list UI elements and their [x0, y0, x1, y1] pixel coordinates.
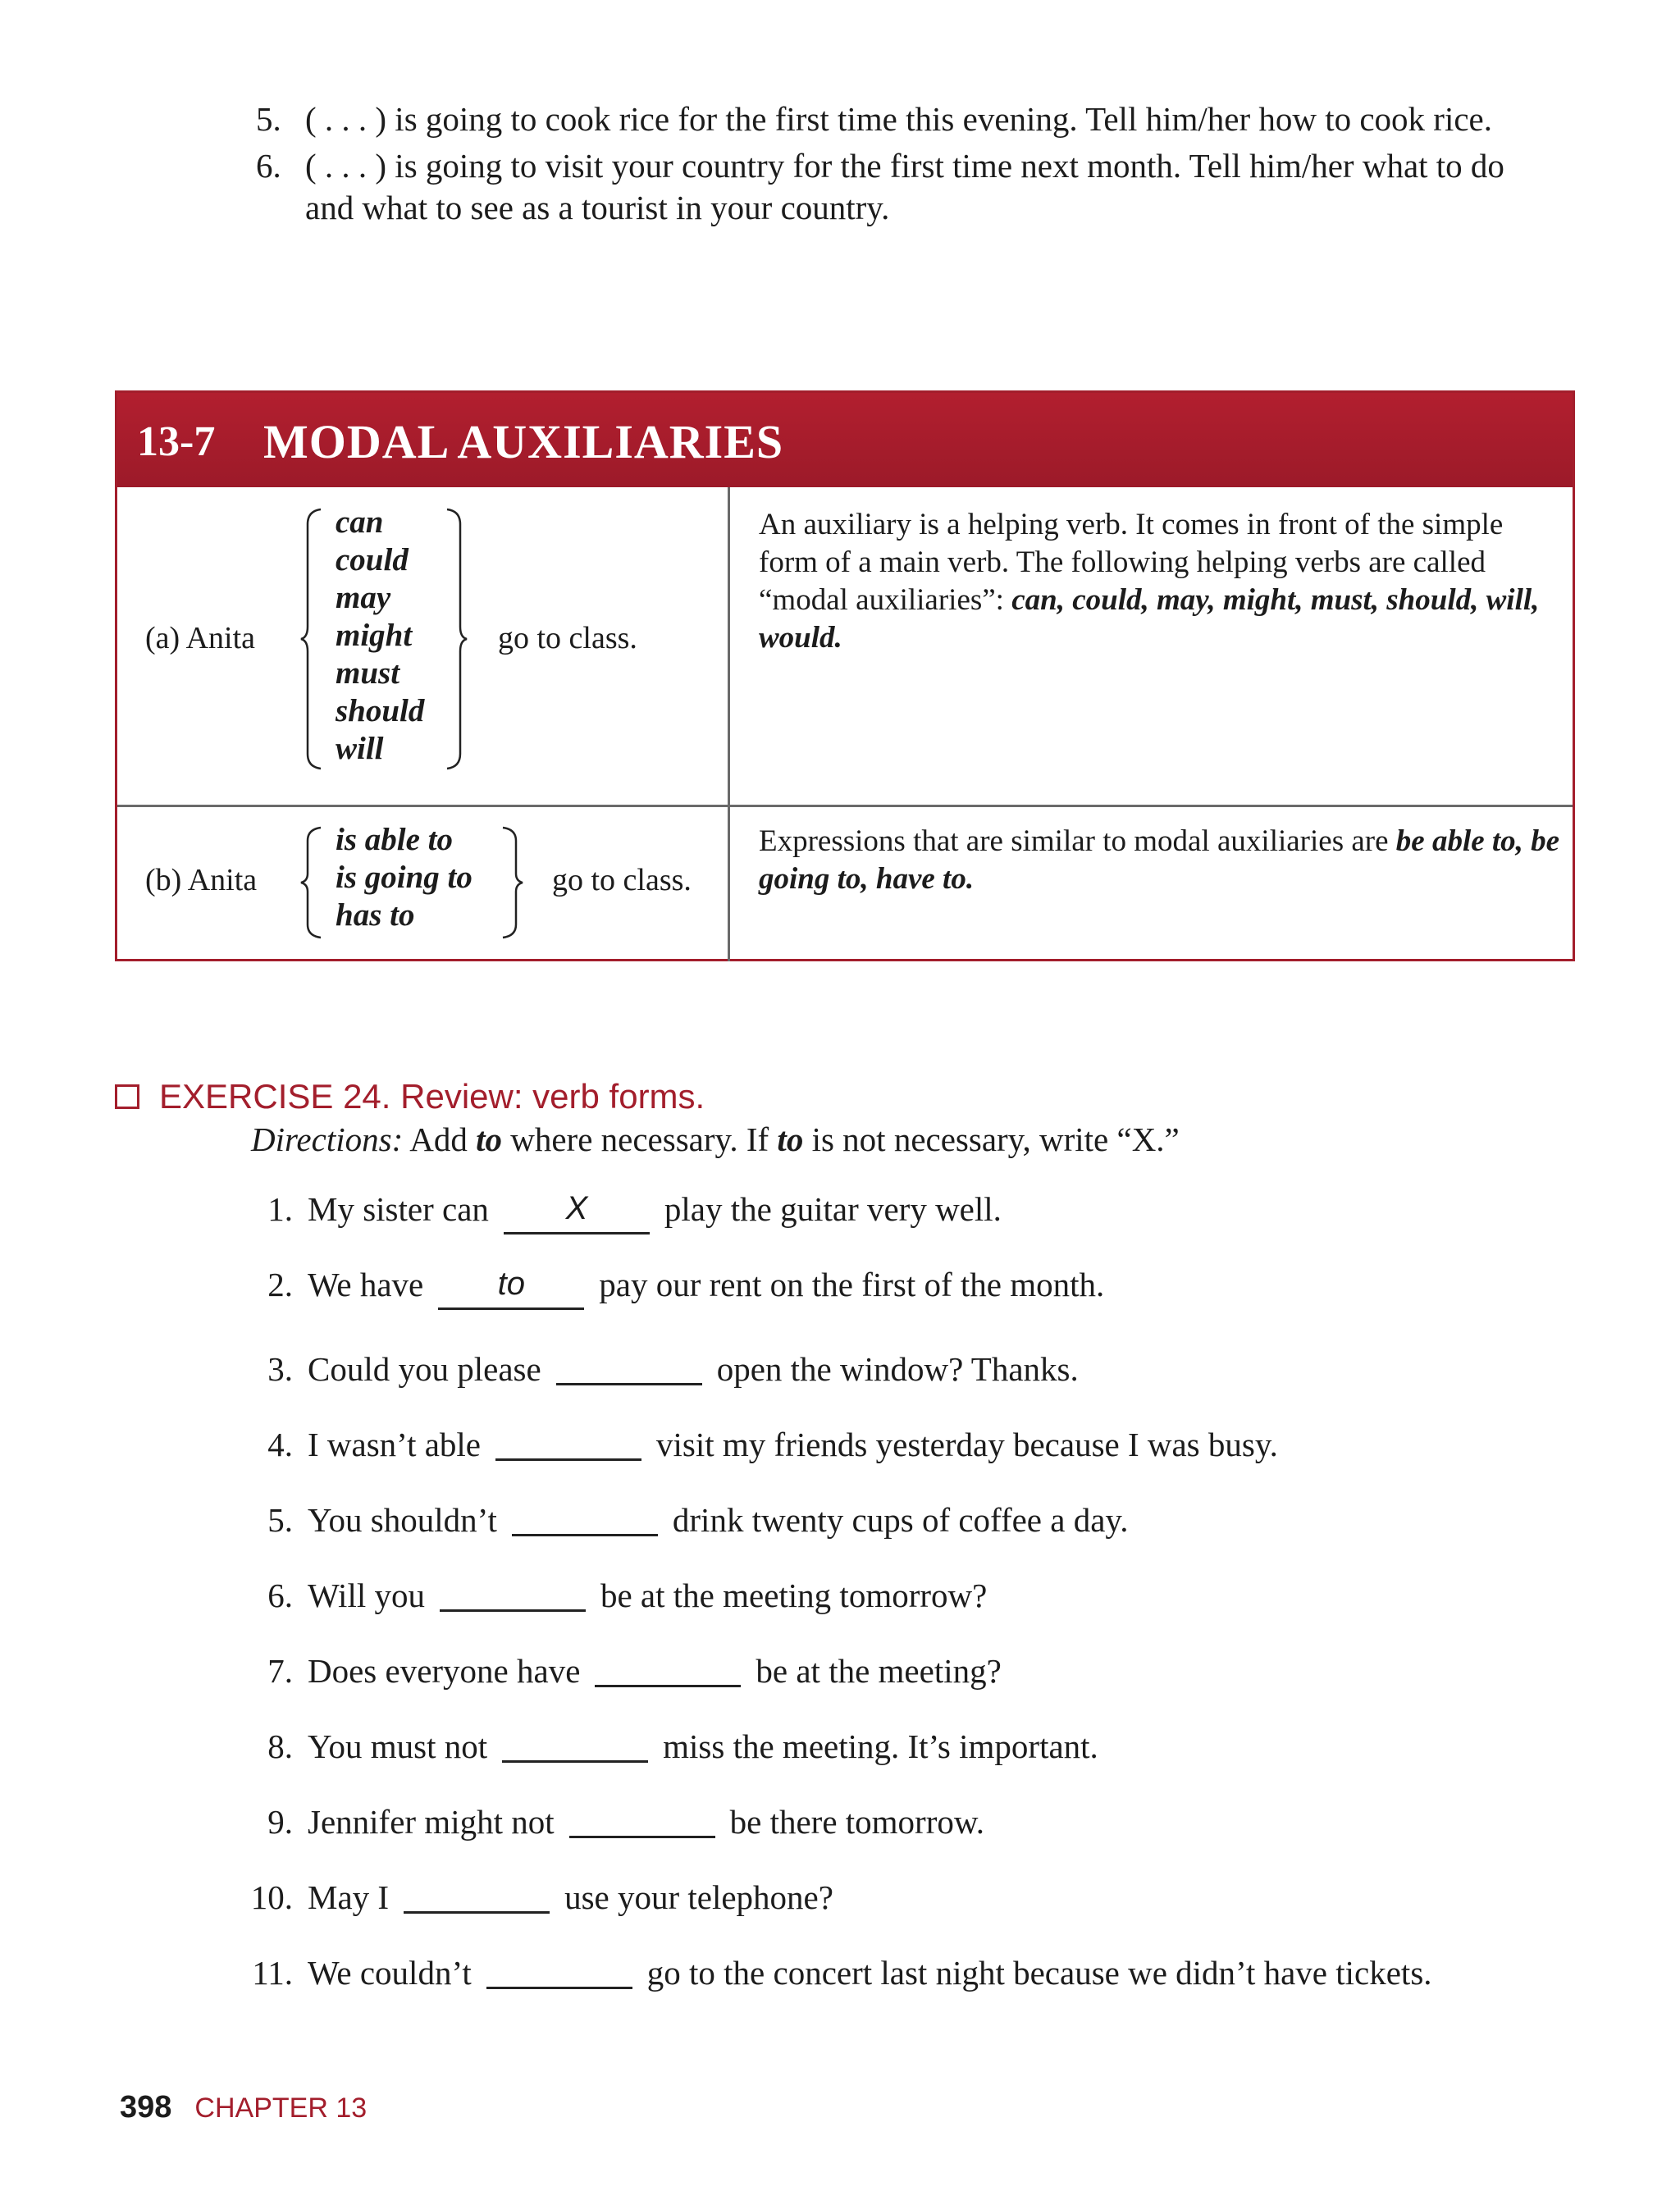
question-after: pay our rent on the first of the month. [599, 1266, 1105, 1303]
directions-keyword: to [476, 1120, 502, 1158]
question-before: Could you please [308, 1350, 541, 1388]
question-item [242, 1944, 1432, 1992]
question-after: be at the meeting tomorrow? [600, 1577, 988, 1614]
chapter-label: CHAPTER 13 [194, 2092, 368, 2124]
explanation-text: An auxiliary is a helping verb. It comes in front of the simple form of a main verb. The following helping verbs are called “modal auxiliaries”: [759, 508, 1504, 617]
question-item [242, 1869, 833, 1917]
answer-blank[interactable] [495, 1421, 641, 1461]
question-number: 9. [267, 1803, 293, 1841]
question-after: open the window? Thanks. [716, 1350, 1079, 1388]
right-brace-icon [444, 508, 468, 770]
answer-blank[interactable] [440, 1572, 586, 1612]
modal-word: has to [336, 897, 415, 933]
item-text: ( . . . ) is going to cook rice for the first time this evening. Tell him/her how to cook rice. [305, 100, 1492, 138]
question-after: drink twenty cups of coffee a day. [672, 1501, 1129, 1539]
question-number: 10. [250, 1878, 293, 1916]
row-divider [117, 805, 1573, 807]
question-item [242, 1189, 1002, 1230]
modal-word: might [336, 618, 413, 653]
answer-blank[interactable] [556, 1345, 702, 1385]
explanation-bold: can, could, may, might, must, should, will, would. [759, 583, 1540, 655]
grammar-chart [115, 390, 1575, 961]
question-item [242, 1491, 1129, 1540]
question-before: You shouldn’t [308, 1501, 497, 1539]
question-before: We couldn’t [308, 1954, 472, 1992]
left-brace-icon [299, 508, 324, 770]
question-after: play the guitar very well. [664, 1190, 1002, 1228]
question-number: 5. [267, 1501, 293, 1539]
directions-text: where necessary. If [502, 1120, 778, 1158]
question-item [242, 1416, 1278, 1464]
directions-keyword: to [777, 1120, 804, 1158]
modal-list-b [336, 821, 472, 934]
explanation-a [759, 506, 1563, 657]
previous-exercise-items [256, 98, 1536, 234]
answer-blank[interactable] [569, 1798, 715, 1838]
modal-word: must [336, 655, 400, 691]
question-item [242, 1642, 1002, 1691]
question-before: You must not [308, 1727, 488, 1765]
list-item [256, 98, 1536, 140]
page-number: 398 [120, 2090, 172, 2124]
modal-word: should [336, 693, 425, 728]
question-number: 7. [267, 1652, 293, 1690]
list-item [256, 145, 1536, 229]
question-number: 4. [267, 1426, 293, 1463]
explanation-bold: be able to, be going to, have to. [759, 824, 1560, 896]
answer-blank[interactable] [504, 1190, 650, 1234]
explanation-b [759, 823, 1563, 898]
question-item [242, 1265, 1104, 1305]
question-after: go to the concert last night because we didn’t have tickets. [646, 1954, 1432, 1992]
exercise-directions [251, 1120, 1180, 1159]
item-number: 6. [256, 147, 281, 185]
question-item [242, 1793, 984, 1841]
section-title: MODAL AUXILIARIES [263, 415, 784, 468]
example-a-label: (a) Anita [145, 621, 256, 655]
question-number: 1. [267, 1190, 293, 1228]
question-item [242, 1718, 1098, 1766]
go-to-class-b: go to class. [552, 863, 692, 897]
question-item [242, 1567, 987, 1615]
answer-blank[interactable] [404, 1873, 550, 1914]
question-before: May I [308, 1878, 390, 1916]
question-number: 6. [267, 1577, 293, 1614]
go-to-class-a: go to class. [498, 621, 637, 655]
question-after: visit my friends yesterday because I was busy. [656, 1426, 1278, 1463]
checkbox-icon [115, 1084, 139, 1109]
question-after: use your telephone? [564, 1878, 833, 1916]
modal-word: is going to [336, 860, 472, 895]
answer-blank[interactable] [438, 1266, 584, 1310]
question-after: be there tomorrow. [729, 1803, 985, 1841]
left-brace-icon [299, 826, 324, 939]
question-item [242, 1340, 1079, 1389]
question-before: We have [308, 1266, 424, 1303]
question-after: miss the meeting. It’s important. [663, 1727, 1098, 1765]
modal-word: could [336, 542, 409, 577]
exercise-title: EXERCISE 24. Review: verb forms. [159, 1077, 705, 1116]
question-number: 2. [267, 1266, 293, 1303]
explanation-text: Expressions that are similar to modal auxiliaries are [759, 824, 1396, 858]
answer-text: to [497, 1266, 525, 1302]
answer-blank[interactable] [595, 1647, 741, 1687]
modal-list-a [336, 504, 424, 768]
right-brace-icon [500, 826, 524, 939]
question-before: Does everyone have [308, 1652, 581, 1690]
directions-label: Directions: [251, 1120, 404, 1158]
item-number: 5. [256, 100, 281, 138]
modal-word: can [336, 504, 384, 540]
answer-text: X [565, 1190, 588, 1226]
question-number: 8. [267, 1727, 293, 1765]
example-b-label: (b) Anita [145, 863, 258, 897]
chart-header [117, 393, 1573, 487]
answer-blank[interactable] [502, 1723, 648, 1763]
question-after: be at the meeting? [756, 1652, 1002, 1690]
directions-text: Add [409, 1120, 477, 1158]
item-text: ( . . . ) is going to visit your country for the first time next month. Tell him/her what to do and what to see as a tourist in your country. [305, 147, 1504, 226]
page-footer [120, 2090, 367, 2125]
question-number: 3. [267, 1350, 293, 1388]
column-divider [728, 487, 730, 961]
question-before: My sister can [308, 1190, 489, 1228]
exercise-header [115, 1077, 705, 1116]
question-before: Jennifer might not [308, 1803, 555, 1841]
modal-word: may [336, 580, 391, 615]
modal-word: will [336, 731, 384, 766]
section-number: 13-7 [137, 418, 216, 465]
question-before: Will you [308, 1577, 425, 1614]
answer-blank[interactable] [486, 1949, 632, 1989]
directions-text: is not necessary, write “X.” [803, 1120, 1180, 1158]
question-before: I wasn’t able [308, 1426, 482, 1463]
question-number: 11. [252, 1954, 293, 1992]
answer-blank[interactable] [512, 1496, 658, 1536]
modal-word: is able to [336, 822, 453, 857]
